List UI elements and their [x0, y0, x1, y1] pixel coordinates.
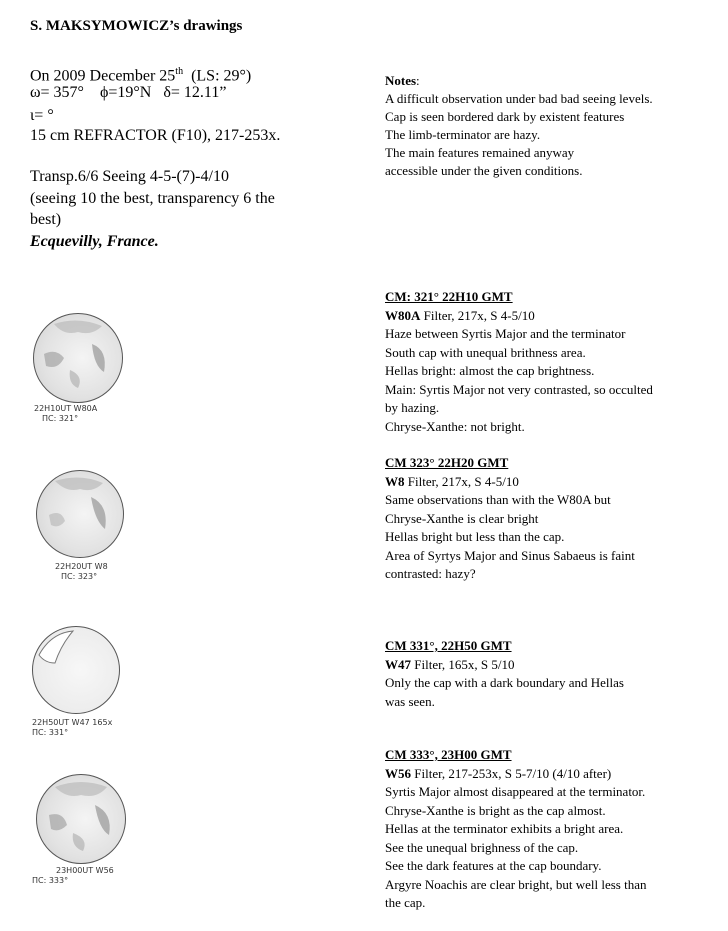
mars-drawing-4: [36, 774, 126, 864]
drawing-caption-2: [55, 562, 108, 582]
filter-details: Filter, 217x, S 4-5/10: [404, 473, 519, 489]
mars-features-1: [34, 314, 122, 402]
observation-line: Syrtis Major almost disappeared at the terminator.: [385, 784, 646, 799]
observation-3: [385, 637, 725, 711]
drawing-caption-1: [34, 404, 97, 424]
cm-heading: CM 331°, 22H50 GMT: [385, 638, 512, 653]
filter-line: [385, 765, 725, 784]
date-sup: th: [175, 66, 184, 77]
mars-drawing-2: [36, 470, 124, 558]
observation-line: the cap.: [385, 895, 426, 910]
caption-line: ΠC: 321°: [42, 414, 79, 423]
date-suffix: (LS: 29°): [191, 67, 252, 85]
observation-2: [385, 454, 725, 584]
mars-drawing-1: [33, 313, 123, 403]
drawing-caption-4: [32, 866, 114, 886]
caption-line: ΠC: 323°: [61, 572, 98, 581]
notes-label: Notes: [385, 73, 417, 88]
observation-1: [385, 288, 725, 436]
conditions-line-2: (seeing 10 the best, transparency 6 the: [30, 190, 275, 207]
observation-4: [385, 746, 725, 913]
filter-details: Filter, 217x, S 4-5/10: [420, 307, 535, 323]
omega-value: ω= 357°: [30, 84, 84, 101]
observation-line: Area of Syrtys Major and Sinus Sabaeus is faint: [385, 547, 635, 563]
page-title: S. MAKSYMOWICZ’s drawings: [30, 18, 243, 34]
iota-value: ι= °: [30, 107, 54, 124]
observation-line: See the unequal brighness of the cap.: [385, 839, 579, 855]
observation-line: Chryse-Xanthe is clear bright: [385, 510, 539, 526]
observation-line: Only the cap with a dark boundary and Hellas: [385, 675, 624, 690]
mars-features-2: [37, 471, 123, 557]
date-prefix: On 2009 December 25: [30, 67, 176, 85]
observation-line: contrasted: hazy?: [385, 566, 476, 581]
cm-heading: CM 333°, 23H00 GMT: [385, 747, 512, 762]
observation-line: See the dark features at the cap boundary.: [385, 858, 602, 873]
filter-name: W47: [385, 656, 411, 672]
notes-heading: [385, 72, 653, 90]
mars-drawing-3: [32, 626, 120, 714]
filter-details: Filter, 165x, S 5/10: [411, 656, 515, 672]
observation-line: Same observations than with the W80A but: [385, 492, 611, 507]
caption-line: 22H10UT W80A: [34, 404, 98, 413]
notes-line: The limb-terminator are hazy.: [385, 127, 541, 142]
observation-line: Main: Syrtis Major not very contrasted, so occulted: [385, 381, 653, 397]
conditions-line-1: Transp.6/6 Seeing 4-5-(7)-4/10: [30, 168, 229, 185]
observation-line: South cap with unequal brithness area.: [385, 344, 586, 360]
ephemeris-line: [30, 83, 226, 103]
caption-line: 23H00UT W56: [56, 866, 114, 875]
mars-features-4: [37, 775, 125, 863]
notes-colon: :: [416, 73, 420, 88]
instrument: 15 cm REFRACTOR (F10), 217-253x.: [30, 127, 281, 144]
notes-line: A difficult observation under bad bad seeing levels.: [385, 91, 653, 106]
notes-line: Cap is seen bordered dark by existent features: [385, 109, 625, 124]
observation-line: Hellas bright but less than the cap.: [385, 529, 565, 544]
delta-value: δ= 12.11”: [163, 84, 227, 101]
filter-line: [385, 307, 725, 326]
observation-line: Hellas at the terminator exhibits a bright area.: [385, 821, 624, 836]
observation-line: Hellas bright: almost the cap brightness.: [385, 363, 595, 378]
caption-line: ΠC: 333°: [32, 876, 69, 885]
phi-value: ϕ=19°N: [99, 84, 152, 101]
filter-name: W8: [385, 473, 405, 489]
notes-line: The main features remained anyway: [385, 145, 575, 160]
notes-line: accessible under the given conditions.: [385, 163, 583, 178]
filter-name: W56: [385, 765, 411, 781]
mars-features-3: [33, 627, 119, 713]
observation-line: Haze between Syrtis Major and the terminator: [385, 326, 626, 341]
filter-name: W80A: [385, 307, 421, 323]
drawing-caption-3: [32, 718, 112, 738]
observation-line: Chryse-Xanthe is bright as the cap almost.: [385, 802, 606, 818]
observation-line: Chryse-Xanthe: not bright.: [385, 418, 525, 434]
caption-line: 22H20UT W8: [55, 562, 108, 571]
caption-line: ΠC: 331°: [32, 728, 69, 737]
filter-line: [385, 473, 725, 492]
notes-block: [385, 72, 653, 180]
filter-line: [385, 656, 725, 675]
observation-line: by hazing.: [385, 400, 440, 415]
observation-line: Argyre Noachis are clear bright, but well less than: [385, 876, 647, 892]
location: Ecquevilly, France.: [30, 233, 159, 250]
cm-heading: CM 323° 22H20 GMT: [385, 455, 509, 470]
caption-line: 22H50UT W47 165x: [32, 718, 113, 727]
observation-line: was seen.: [385, 693, 435, 709]
cm-heading: CM: 321° 22H10 GMT: [385, 289, 513, 304]
filter-details: Filter, 217-253x, S 5-7/10 (4/10 after): [411, 765, 612, 781]
conditions-line-3: best): [30, 211, 62, 228]
